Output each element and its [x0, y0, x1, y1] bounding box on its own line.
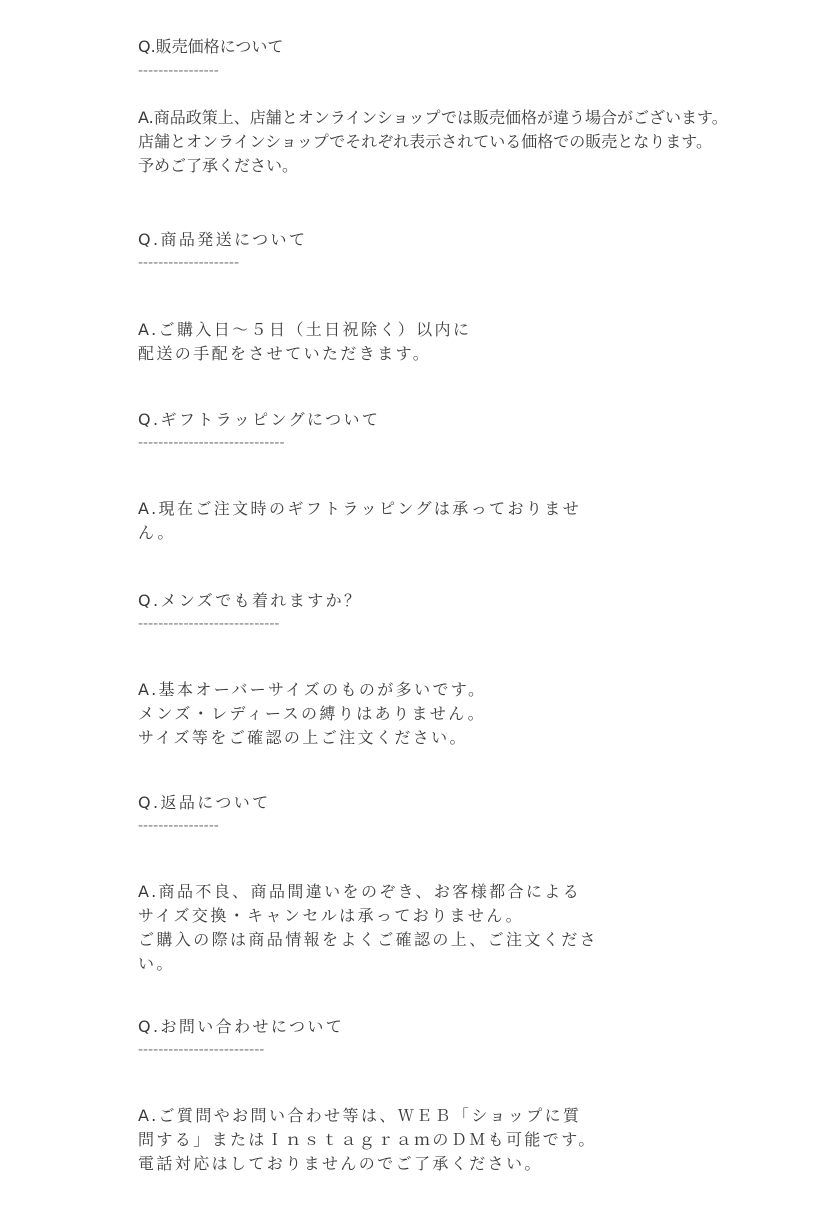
faq-question: Q.ギフトラッピングについて [138, 410, 381, 429]
answer-line: A.基本オーバーサイズのものが多いです。 [138, 680, 487, 699]
faq-answer [138, 318, 471, 366]
answer-line: A.ご質問やお問い合わせ等は、ＷＥＢ「ショップに質 [138, 1106, 582, 1125]
faq-question: Q.お問い合わせについて [138, 1017, 345, 1036]
faq-answer [138, 497, 581, 545]
answer-line: メンズ・レディースの縛りはありません。 [138, 704, 487, 723]
faq-question: Q.返品について [138, 793, 271, 812]
faq-question: Q.商品発送について [138, 230, 308, 249]
answer-line: 予めご了承ください。 [138, 156, 299, 175]
faq-answer [138, 106, 728, 178]
divider: -------------------- [138, 255, 240, 271]
answer-line: サイズ交換・キャンセルは承っておりません。 [138, 906, 525, 925]
divider: ---------------- [138, 818, 219, 834]
answer-line: 配送の手配をさせていただきます。 [138, 344, 432, 363]
faq-answer [138, 1104, 597, 1176]
faq-question: Q.販売価格について [138, 37, 284, 56]
answer-line: A.商品不良、商品間違いをのぞき、お客様都合による [138, 882, 582, 901]
divider: ---------------------------- [138, 616, 280, 632]
answer-line: 店舗とオンラインショップでそれぞれ表示されている価格での販売となります。 [138, 132, 713, 151]
divider: ---------------- [138, 63, 219, 79]
divider: ----------------------------- [138, 435, 285, 451]
answer-line: A.現在ご注文時のギフトラッピングは承っておりませ [138, 499, 582, 518]
answer-line: A.商品政策上、店舗とオンラインショップでは販売価格が違う場合がございます。 [138, 108, 728, 127]
answer-line: ご購入の際は商品情報をよくご確認の上、ご注文くださ [138, 930, 599, 949]
answer-line: い。 [138, 954, 175, 973]
answer-line: ん。 [138, 523, 176, 542]
answer-line: サイズ等をご確認の上ご注文ください。 [138, 728, 468, 747]
faq-answer [138, 880, 598, 976]
answer-line: 電話対応はしておりませんのでご了承ください。 [138, 1154, 543, 1173]
answer-line: 問する」またはＩｎｓｔａｇｒａｍのＤＭも可能です。 [138, 1130, 597, 1149]
answer-line: A.ご購入日〜５日（土日祝除く）以内に [138, 320, 472, 339]
divider: ------------------------- [138, 1042, 265, 1058]
faq-question: Q.メンズでも着れますか？ [138, 591, 363, 610]
faq-answer [138, 678, 486, 750]
